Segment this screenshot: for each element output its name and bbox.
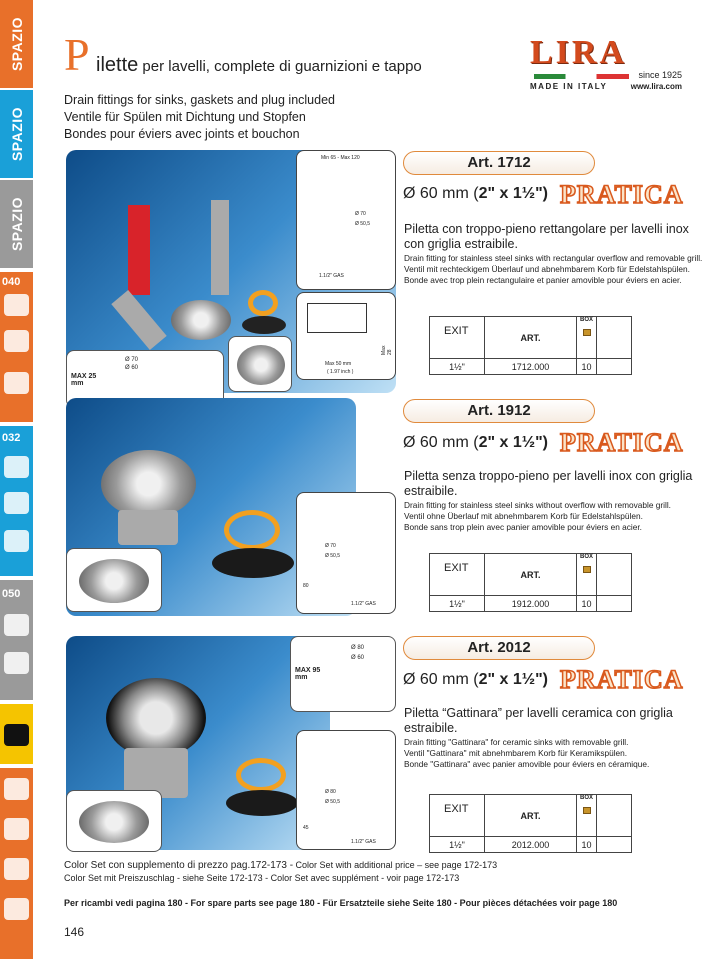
pratica-badge: PRATICA [560, 180, 684, 209]
logo-since: since 1925 [638, 70, 682, 80]
max-thickness-label: MAX 95 mm [295, 667, 321, 681]
spec-table [429, 794, 632, 853]
italian-flag-stripe [534, 74, 629, 79]
drain-strainer [101, 450, 196, 518]
exit-value: 1½" [430, 359, 485, 375]
funnel-icon [4, 858, 29, 880]
page-number: 146 [64, 925, 85, 939]
dimension-mm: Ø 60 mm ( [403, 185, 479, 202]
toilet-icon [4, 652, 29, 674]
description-it: Piletta “Gattinara” per lavelli ceramica con griglia estraibile. [404, 706, 673, 735]
description-fr: Bonde "Gattinara" avec panier amovible pour éviers en céramique. [404, 759, 650, 769]
article-title: Art. 1912 [403, 399, 595, 423]
logo-made-in: MADE IN ITALY [530, 82, 608, 91]
section-sidebar [0, 0, 33, 959]
dimension-label [403, 434, 548, 452]
title-word: ilette [96, 54, 139, 76]
pipe-icon [4, 614, 29, 636]
blank-cell [597, 795, 632, 837]
art-header: ART. [485, 795, 577, 837]
diagram-label: 1.1/2" GAS [319, 273, 344, 279]
exit-header: EXIT [430, 317, 485, 359]
subtitle-en: Drain fittings for sinks, gaskets and plug included [64, 93, 335, 107]
description-en: Drain fitting for stainless steel sinks without overflow with removable grill. [404, 500, 671, 510]
diagram-label: 1.1/2" GAS [351, 839, 376, 845]
diagram-label: Ø 50,5 [355, 221, 371, 227]
box-quantity: 10 [577, 837, 597, 853]
sidebar-tab-spazio-blue[interactable] [0, 90, 33, 178]
sidebar-section-032[interactable] [0, 426, 33, 576]
diagram-label: Max 28 [381, 345, 393, 355]
rubber-plug [212, 548, 294, 578]
box-icon [583, 329, 591, 336]
max-thickness-label: MAX 25 mm [71, 373, 97, 387]
exit-header: EXIT [430, 554, 485, 596]
technical-diagram [296, 492, 396, 614]
diagram-label: 45 [303, 825, 309, 831]
logo-wordmark: LIRA [530, 34, 628, 71]
ring-dia-label: Ø 70 [125, 357, 139, 363]
dimension-inch: 2" x 1½") [478, 671, 548, 688]
color-set-it: Color Set con supplemento di prezzo pag.172-173 - [64, 860, 294, 871]
title-initial: P [64, 29, 90, 80]
box-header-label: BOX [579, 317, 593, 323]
diagram-label: Ø 50,5 [325, 799, 341, 805]
pratica-badge: PRATICA [560, 665, 684, 694]
title-tail: per lavelli, complete di guarnizioni e tappo [142, 58, 422, 75]
plug-handle-ring [224, 510, 280, 550]
strainer-basket [237, 345, 285, 385]
strainer-thumbnail [66, 548, 162, 612]
technical-diagram [296, 730, 396, 850]
section-number: 032 [2, 432, 21, 444]
box-header [577, 317, 597, 359]
box-header-label: BOX [579, 795, 593, 801]
diagram-label: Ø 70 [355, 211, 366, 217]
spare-parts-note: Per ricambi vedi pagina 180 - For spare parts see page 180 - Für Ersatzteile siehe Seite 180 - Pour pièces détachées voir page 180 [64, 898, 618, 908]
technical-diagram-side [296, 150, 396, 290]
box-icon [583, 566, 591, 573]
sidebar-tab-label: SPAZIO [8, 16, 25, 72]
page-title [96, 54, 422, 77]
ring-dia-label: Ø 60 [351, 655, 365, 661]
color-set-en: Color Set with additional price – see page 172-173 [295, 860, 498, 870]
diagram-label: Ø 50,5 [325, 553, 341, 559]
sidebar-tab-accessibility[interactable] [0, 704, 33, 764]
dimension-inch: 2" x 1½") [478, 434, 548, 451]
blank-cell [597, 837, 632, 853]
sidebar-tab-drains[interactable] [0, 768, 33, 959]
strainer-basket [79, 559, 149, 603]
exit-value: 1½" [430, 837, 485, 853]
gasket-thumbnail [290, 636, 396, 712]
siphon-icon [4, 330, 29, 352]
art-header: ART. [485, 554, 577, 596]
wheelchair-icon [4, 724, 29, 746]
spec-table [429, 316, 632, 375]
rubber-plug [242, 316, 286, 334]
overflow-grille-shape [307, 303, 367, 333]
sidebar-tab-label: SPAZIO [8, 196, 25, 252]
art-header: ART. [485, 317, 577, 359]
brand-logo[interactable] [530, 34, 682, 91]
sidebar-section-040[interactable] [0, 272, 33, 422]
drain-body [118, 510, 178, 545]
exit-header: EXIT [430, 795, 485, 837]
box-quantity: 10 [577, 596, 597, 612]
descriptions-multilang [404, 500, 704, 533]
description-de: Ventil mit rechteckigem Überlauf und abnehmbarem Korb für Edelstahlspülen. [404, 264, 690, 274]
blank-cell [597, 317, 632, 359]
dimension-mm: Ø 60 mm ( [403, 671, 479, 688]
box-header [577, 554, 597, 596]
sidebar-tab-label: SPAZIO [8, 106, 25, 162]
technical-diagram-overflow [296, 292, 396, 380]
article-code: 2012.000 [485, 837, 577, 853]
sidebar-tab-spazio-orange[interactable] [0, 0, 33, 88]
exit-value: 1½" [430, 596, 485, 612]
sink-icon [4, 294, 29, 316]
section-number: 040 [2, 276, 21, 288]
description-de: Ventil ohne Überlauf mit abnehmbarem Korb für Edelstahlspülen. [404, 511, 643, 521]
strainer-basket [79, 801, 149, 843]
ring-dia-label: Ø 60 [125, 365, 139, 371]
box-icon [583, 807, 591, 814]
box-header [577, 795, 597, 837]
overflow-pipe [111, 290, 166, 350]
description-en: Drain fitting for stainless steel sinks with rectangular overflow and removable grill. [404, 253, 703, 263]
section-number: 050 [2, 588, 21, 600]
trap-icon [4, 372, 29, 394]
description-it: Piletta senza troppo-pieno per lavelli inox con griglia estraibile. [404, 469, 693, 498]
sidebar-tab-spazio-grey[interactable] [0, 180, 33, 268]
dimension-label [403, 185, 548, 203]
description-it: Piletta con troppo-pieno rettangolare per lavelli inox con griglia estraibile. [404, 222, 689, 251]
bidet-icon [4, 492, 29, 514]
drain-strainer [106, 678, 206, 758]
washbasin-icon [4, 456, 29, 478]
description-fr: Bonde sans trop plein avec panier amovible pour éviers en acier. [404, 522, 642, 532]
descriptions-multilang [404, 737, 704, 770]
dimension-inch: 2" x 1½") [478, 185, 548, 202]
ring-dia-label: Ø 80 [351, 645, 365, 651]
color-set-note-2: Color Set mit Preiszuschlag - siehe Seite 172-173 - Color Set avec supplément - voir page 172-173 [64, 873, 460, 883]
article-code: 1912.000 [485, 596, 577, 612]
diagram-label: Ø 70 [325, 543, 336, 549]
subtitle-de: Ventile für Spülen mit Dichtung und Stopfen [64, 110, 306, 124]
bottle-trap-icon [4, 530, 29, 552]
description-fr: Bonde avec trop plein rectangulaire et panier amovible pour éviers en acier. [404, 275, 682, 285]
subtitle-fr: Bondes pour éviers avec joints et bouchon [64, 127, 300, 141]
dimension-mm: Ø 60 mm ( [403, 434, 479, 451]
diagram-label: 1.1/2" GAS [351, 601, 376, 607]
overflow-pipe-red [128, 205, 150, 295]
diagram-label: Max 50 mm [325, 361, 352, 367]
blank-cell [597, 554, 632, 596]
diagram-label: Min 65 - Max 120 [321, 155, 360, 161]
description-de: Ventil "Gattinara" mit abnehmbarem Korb für Keramikspülen. [404, 748, 628, 758]
dimension-label [403, 671, 548, 689]
descriptions-multilang [404, 253, 704, 286]
drain-strainer [171, 300, 231, 340]
article-title: Art. 2012 [403, 636, 595, 660]
blank-cell [597, 359, 632, 375]
plug-handle-ring [248, 290, 278, 316]
floor-drain-icon [4, 818, 29, 840]
pratica-badge: PRATICA [560, 428, 684, 457]
box-quantity: 10 [577, 359, 597, 375]
spec-table [429, 553, 632, 612]
article-title: Art. 1712 [403, 151, 595, 175]
article-code: 1712.000 [485, 359, 577, 375]
diagram-label: Ø 80 [325, 789, 336, 795]
strainer-thumbnail [66, 790, 162, 852]
color-set-note [64, 860, 497, 871]
blank-cell [597, 596, 632, 612]
subtitles [64, 92, 335, 143]
logo-website: www.lira.com [630, 82, 682, 91]
box-header-label: BOX [579, 554, 593, 560]
plug-handle-ring [236, 758, 286, 792]
diagram-label: 80 [303, 583, 309, 589]
diagram-label: ( 1.97 inch ) [327, 369, 354, 375]
shower-drain-icon [4, 778, 29, 800]
description-en: Drain fitting "Gattinara" for ceramic sinks with removable grill. [404, 737, 629, 747]
overflow-elbow-pipe [211, 200, 229, 295]
stopper-icon [4, 898, 29, 920]
sidebar-section-050[interactable] [0, 580, 33, 700]
strainer-thumbnail [228, 336, 292, 392]
rubber-plug [226, 790, 298, 816]
